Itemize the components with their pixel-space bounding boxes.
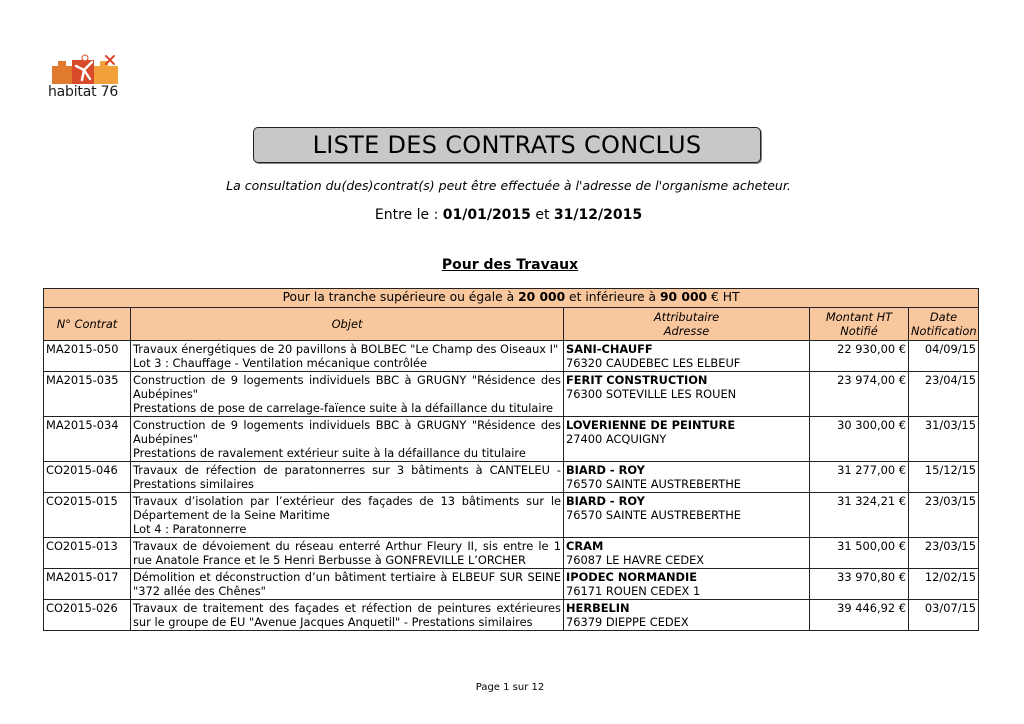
contract-object (131, 569, 564, 600)
contract-object (131, 372, 564, 417)
notification-date: 23/04/15 (909, 372, 979, 417)
attributaire-cell (564, 493, 810, 538)
page-title: LISTE DES CONTRATS CONCLUS (253, 127, 761, 163)
amount: 23 974,00 € (810, 372, 909, 417)
object-text: Travaux énergétiques de 20 pavillons à BOLBEC "Le Champ des Oiseaux I" (133, 342, 559, 356)
attributaire-cell (564, 538, 810, 569)
logo-text: habitat 76 (48, 84, 119, 100)
table-row (44, 600, 979, 631)
tranche-suffix: € HT (710, 290, 740, 304)
attributaire-name: CRAM (566, 539, 604, 553)
header-notifie-label: Notifié (840, 324, 878, 338)
attributaire-address: 76320 CAUDEBEC LES ELBEUF (566, 356, 741, 370)
header-notification-label: Notification (911, 324, 977, 338)
amount: 39 446,92 € (810, 600, 909, 631)
header-row (44, 308, 979, 341)
contract-number: CO2015-013 (44, 538, 131, 569)
contract-number: CO2015-046 (44, 462, 131, 493)
amount: 31 324,21 € (810, 493, 909, 538)
contract-object (131, 600, 564, 631)
table-row (44, 493, 979, 538)
table-row (44, 569, 979, 600)
table-row (44, 372, 979, 417)
tranche-cell (44, 289, 979, 308)
period-start: 01/01/2015 (442, 207, 531, 223)
page-footer: Page 1 sur 12 (475, 682, 545, 693)
header-contract: N° Contrat (44, 308, 131, 341)
attributaire-name: BIARD - ROY (566, 463, 645, 477)
attributaire-address: 76300 SOTEVILLE LES ROUEN (566, 387, 737, 401)
contract-object (131, 538, 564, 569)
section-title: Pour des Travaux (441, 257, 579, 273)
attributaire-cell (564, 372, 810, 417)
period-end: 31/12/2015 (553, 207, 643, 223)
consultation-note: La consultation du(des)contrat(s) peut être effectuée à l'adresse de l'organisme acheteur. (226, 178, 791, 193)
contract-object (131, 493, 564, 538)
contract-number: CO2015-015 (44, 493, 131, 538)
attributaire-name: IPODEC NORMANDIE (566, 570, 697, 584)
attributaire-cell (564, 569, 810, 600)
notification-date: 23/03/15 (909, 538, 979, 569)
section-heading (0, 257, 1020, 273)
contract-number: MA2015-035 (44, 372, 131, 417)
object-lot: Prestations de ravalement extérieur suite à la défaillance du titulaire (133, 446, 526, 460)
header-montant-label: Montant HT (825, 310, 893, 324)
object-text: Construction de 9 logements individuels BBC à GRUGNY "Résidence des Aubépines" (133, 373, 561, 401)
attributaire-address: 27400 ACQUIGNY (566, 432, 667, 446)
attributaire-cell (564, 600, 810, 631)
attributaire-name: SANI-CHAUFF (566, 342, 653, 356)
attributaire-name: BIARD - ROY (566, 494, 645, 508)
tranche-middle: et inférieure à (569, 290, 657, 304)
table-row (44, 538, 979, 569)
period-prefix: Entre le : (374, 207, 439, 223)
object-text: Travaux de dévoiement du réseau enterré Arthur Fleury II, sis entre le 1 rue Anatole France et le 5 Henri Berbusse à GONFREVILLE L’ORCHER (133, 539, 561, 567)
header-attributaire-label: Attributaire (653, 310, 720, 324)
tranche-row (44, 289, 979, 308)
period-connector: et (535, 207, 550, 223)
notification-date: 04/09/15 (909, 341, 979, 372)
table-row (44, 417, 979, 462)
header-date-label: Date (929, 310, 958, 324)
contract-number: MA2015-017 (44, 569, 131, 600)
header-adresse-label: Adresse (663, 324, 710, 338)
notification-date: 03/07/15 (909, 600, 979, 631)
object-text: Travaux de réfection de paratonnerres sur 3 bâtiments à CANTELEU - Prestations similaires (133, 463, 561, 491)
attributaire-address: 76087 LE HAVRE CEDEX (566, 553, 705, 567)
attributaire-address: 76570 SAINTE AUSTREBERTHE (566, 508, 741, 522)
attributaire-cell (564, 417, 810, 462)
attributaire-name: FERIT CONSTRUCTION (566, 373, 708, 387)
header-date (909, 308, 979, 341)
contract-number: MA2015-050 (44, 341, 131, 372)
notification-date: 23/03/15 (909, 493, 979, 538)
object-text: Travaux d’isolation par l’extérieur des façades de 13 bâtiments sur le Département de la Seine Maritime (133, 494, 561, 522)
object-lot: Lot 4 : Paratonnerre (133, 522, 247, 536)
attributaire-cell (564, 341, 810, 372)
attributaire-address: 76570 SAINTE AUSTREBERTHE (566, 477, 741, 491)
contract-number: CO2015-026 (44, 600, 131, 631)
object-text: Démolition et déconstruction d’un bâtiment tertiaire à ELBEUF SUR SEINE "372 allée des Chênes" (133, 570, 561, 598)
contract-number: MA2015-034 (44, 417, 131, 462)
contracts-table (43, 288, 979, 631)
object-text: Construction de 9 logements individuels BBC à GRUGNY "Résidence des Aubépines" (133, 418, 561, 446)
object-lot: Lot 3 : Chauffage - Ventilation mécanique contrôlée (133, 356, 427, 370)
attributaire-address: 76379 DIEPPE CEDEX (566, 615, 689, 629)
tranche-min: 20 000 (518, 290, 566, 304)
amount: 22 930,00 € (810, 341, 909, 372)
contract-object (131, 417, 564, 462)
table-row (44, 341, 979, 372)
amount: 31 277,00 € (810, 462, 909, 493)
attributaire-name: LOVERIENNE DE PEINTURE (566, 418, 736, 432)
object-text: Travaux de traitement des façades et réfection de peintures extérieures sur le groupe de EU "Avenue Jacques Anquetil" - Prestations similaires (133, 601, 561, 629)
contract-object (131, 341, 564, 372)
logo-graphic (48, 52, 128, 88)
attributaire-cell (564, 462, 810, 493)
header-attributaire (564, 308, 810, 341)
notification-date: 15/12/15 (909, 462, 979, 493)
header-montant (810, 308, 909, 341)
tranche-max: 90 000 (660, 290, 708, 304)
tranche-prefix: Pour la tranche supérieure ou égale à (282, 290, 515, 304)
habitat76-logo (48, 52, 128, 104)
contract-object (131, 462, 564, 493)
header-object: Objet (131, 308, 564, 341)
amount: 31 500,00 € (810, 538, 909, 569)
amount: 33 970,80 € (810, 569, 909, 600)
attributaire-address: 76171 ROUEN CEDEX 1 (566, 584, 701, 598)
object-lot: Prestations de pose de carrelage-faïence suite à la défaillance du titulaire (133, 401, 554, 415)
period-line (0, 207, 1017, 223)
notification-date: 12/02/15 (909, 569, 979, 600)
amount: 30 300,00 € (810, 417, 909, 462)
table-row (44, 462, 979, 493)
attributaire-name: HERBELIN (566, 601, 630, 615)
notification-date: 31/03/15 (909, 417, 979, 462)
